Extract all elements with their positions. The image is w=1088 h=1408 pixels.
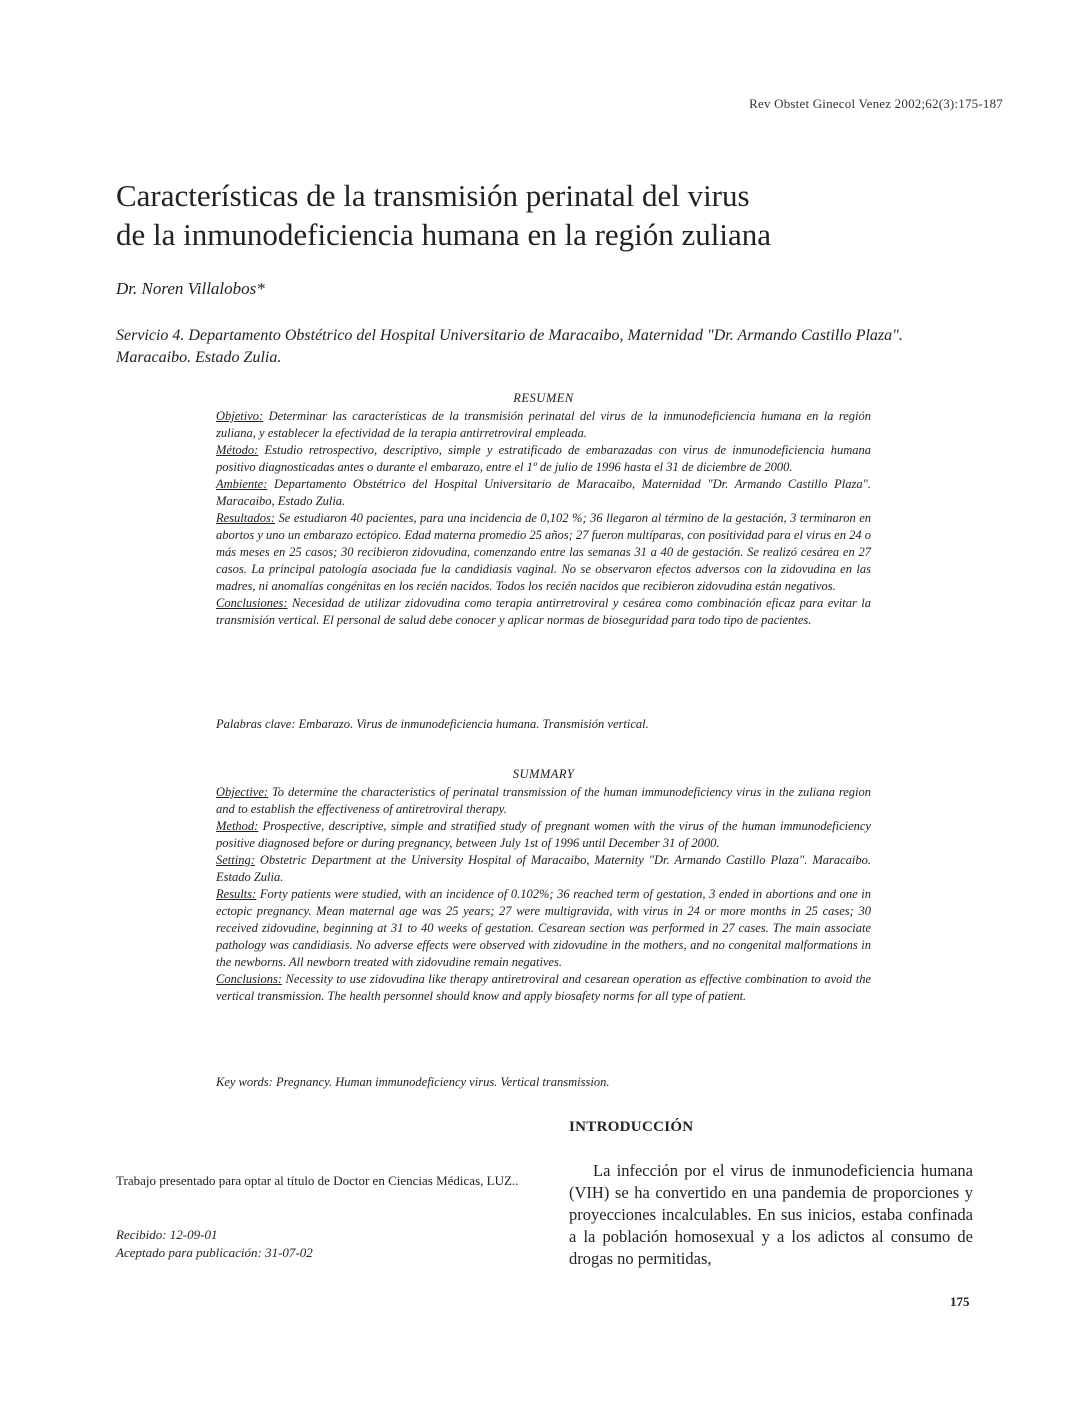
resumen-abstract: [216, 390, 871, 629]
section-label: Ambiente:: [216, 477, 268, 491]
resumen-resultados: [216, 510, 871, 595]
received-date: Recibido: 12-09-01: [116, 1227, 218, 1242]
journal-reference: Rev Obstet Ginecol Venez 2002;62(3):175-187: [749, 96, 1003, 111]
author-affiliation: Servicio 4. Departamento Obstétrico del Hospital Universitario de Maracaibo, Maternidad "Dr. Armando Castillo Plaza". Maracaibo. Estado Zulia.: [116, 327, 903, 366]
section-label: Resultados:: [216, 511, 276, 525]
author-name: Dr. Noren Villalobos*: [116, 279, 265, 298]
resumen-metodo: [216, 442, 871, 476]
title-line-2: de la inmunodeficiencia humana en la región zuliana: [116, 217, 772, 252]
section-text: Prospective, descriptive, simple and stratified study of pregnant women with the virus of the human immunodeficiency positive diagnosed before or during pregnancy, between July 1st of 1996 until December 31 of 2000.: [216, 819, 871, 850]
section-text: Departamento Obstétrico del Hospital Universitario de Maracaibo, Maternidad "Dr. Armando Castillo Plaza". Maracaibo, Estado Zulia.: [216, 477, 871, 508]
introduction-heading: INTRODUCCIÓN: [569, 1119, 694, 1135]
summary-abstract: [216, 766, 871, 1005]
section-text: Necesidad de utilizar zidovudina como terapia antirretroviral y cesárea como combinación eficaz para evitar la transmisión vertical. El personal de salud debe conocer y aplicar normas de bioseguridad para todo tipo de pacientes.: [216, 596, 871, 627]
key-words: Key words: Pregnancy. Human immunodeficiency virus. Vertical transmission.: [216, 1075, 610, 1089]
title-line-1: Características de la transmisión perinatal del virus: [116, 178, 750, 213]
section-label: Objective:: [216, 785, 269, 799]
section-text: Necessity to use zidovudina like therapy antiretroviral and cesarean operation as effective combination to avoid the vertical transmission. The health personnel should know and apply biosafety norms for all type of patient.: [216, 972, 871, 1003]
introduction-paragraph: La infección por el virus de inmunodeficiencia humana (VIH) se ha convertido en una pandemia de proporciones y proyecciones incalculables. En sus inicios, estaba confinada a la población homosexual y a los adictos al consumo de drogas no permitidas,: [569, 1161, 973, 1268]
accepted-date: Aceptado para publicación: 31-07-02: [116, 1245, 313, 1260]
summary-results: [216, 886, 871, 971]
resumen-ambiente: [216, 476, 871, 510]
section-text: Obstetric Department at the University Hospital of Maracaibo, Maternity "Dr. Armando Castillo Plaza". Maracaibo. Estado Zulia.: [216, 853, 871, 884]
resumen-conclusiones: [216, 595, 871, 629]
section-label: Results:: [216, 887, 257, 901]
section-label: Objetivo:: [216, 409, 264, 423]
dates-block: [116, 1226, 313, 1262]
section-text: Forty patients were studied, with an incidence of 0.102%; 36 reached term of gestation, 3 ended in abortions and one in ectopic pregnancy. Mean maternal age was 25 years; 27 were multigravida, with virus in 24 or more months in 25 cases; 30 received zidovudine, beginning at 31 to 40 weeks of gestation. Cesarean section was performed in 27 cases. The main associate pathology was candidiasis. No adverse effects were observed with zidovudine in the mothers, and no congenital malformations in the newborns. All newborn treated with zidovudine remain negatives.: [216, 887, 871, 969]
section-text: Determinar las características de la transmisión perinatal del virus de la inmunodeficiencia humana en la región zuliana, y establecer la efectividad de la terapia antirretroviral empleada.: [216, 409, 871, 440]
section-text: Estudio retrospectivo, descriptivo, simple y estratificado de embarazadas con virus de inmunodeficiencia humana positivo diagnosticadas antes o durante el embarazo, entre el 1º de julio de 1996 hasta el 31 de diciembre de 2000.: [216, 443, 871, 474]
section-label: Method:: [216, 819, 259, 833]
summary-method: [216, 818, 871, 852]
summary-heading: SUMMARY: [512, 767, 575, 781]
section-label: Método:: [216, 443, 259, 457]
section-label: Setting:: [216, 853, 255, 867]
resumen-heading: RESUMEN: [513, 391, 574, 405]
summary-conclusions: [216, 971, 871, 1005]
palabras-clave: Palabras clave: Embarazo. Virus de inmunodeficiencia humana. Transmisión vertical.: [216, 717, 649, 731]
summary-setting: [216, 852, 871, 886]
page-number: 175: [950, 1294, 970, 1309]
article-title: [116, 176, 936, 254]
section-text: Se estudiaron 40 pacientes, para una incidencia de 0,102 %; 36 llegaron al término de la gestación, 3 terminaron en abortos y uno un embarazo ectópico. Edad materna promedio 25 años; 27 fueron multíparas, con positividad para el virus en 24 o más meses en 25 casos; 30 recibieron zidovudina, comenzando entre las semanas 31 a 40 de gestación. Se realizó cesárea en 27 casos. La principal patología asociada fue la candidiasis vaginal. No se observaron efectos adversos con la zidovudina en las madres, ni anomalías congénitas en los recién nacidos. Todos los recién nacidos que recibieron zidovudina están negativos.: [216, 511, 871, 593]
resumen-objetivo: [216, 408, 871, 442]
section-text: To determine the characteristics of perinatal transmission of the human immunodeficiency virus in the zuliana region and to establish the effectiveness of antiretroviral therapy.: [216, 785, 871, 816]
section-label: Conclusions:: [216, 972, 282, 986]
summary-objective: [216, 784, 871, 818]
introduction-body: [569, 1160, 973, 1270]
section-label: Conclusiones:: [216, 596, 288, 610]
footnote: Trabajo presentado para optar al título de Doctor en Ciencias Médicas, LUZ..: [116, 1173, 519, 1188]
